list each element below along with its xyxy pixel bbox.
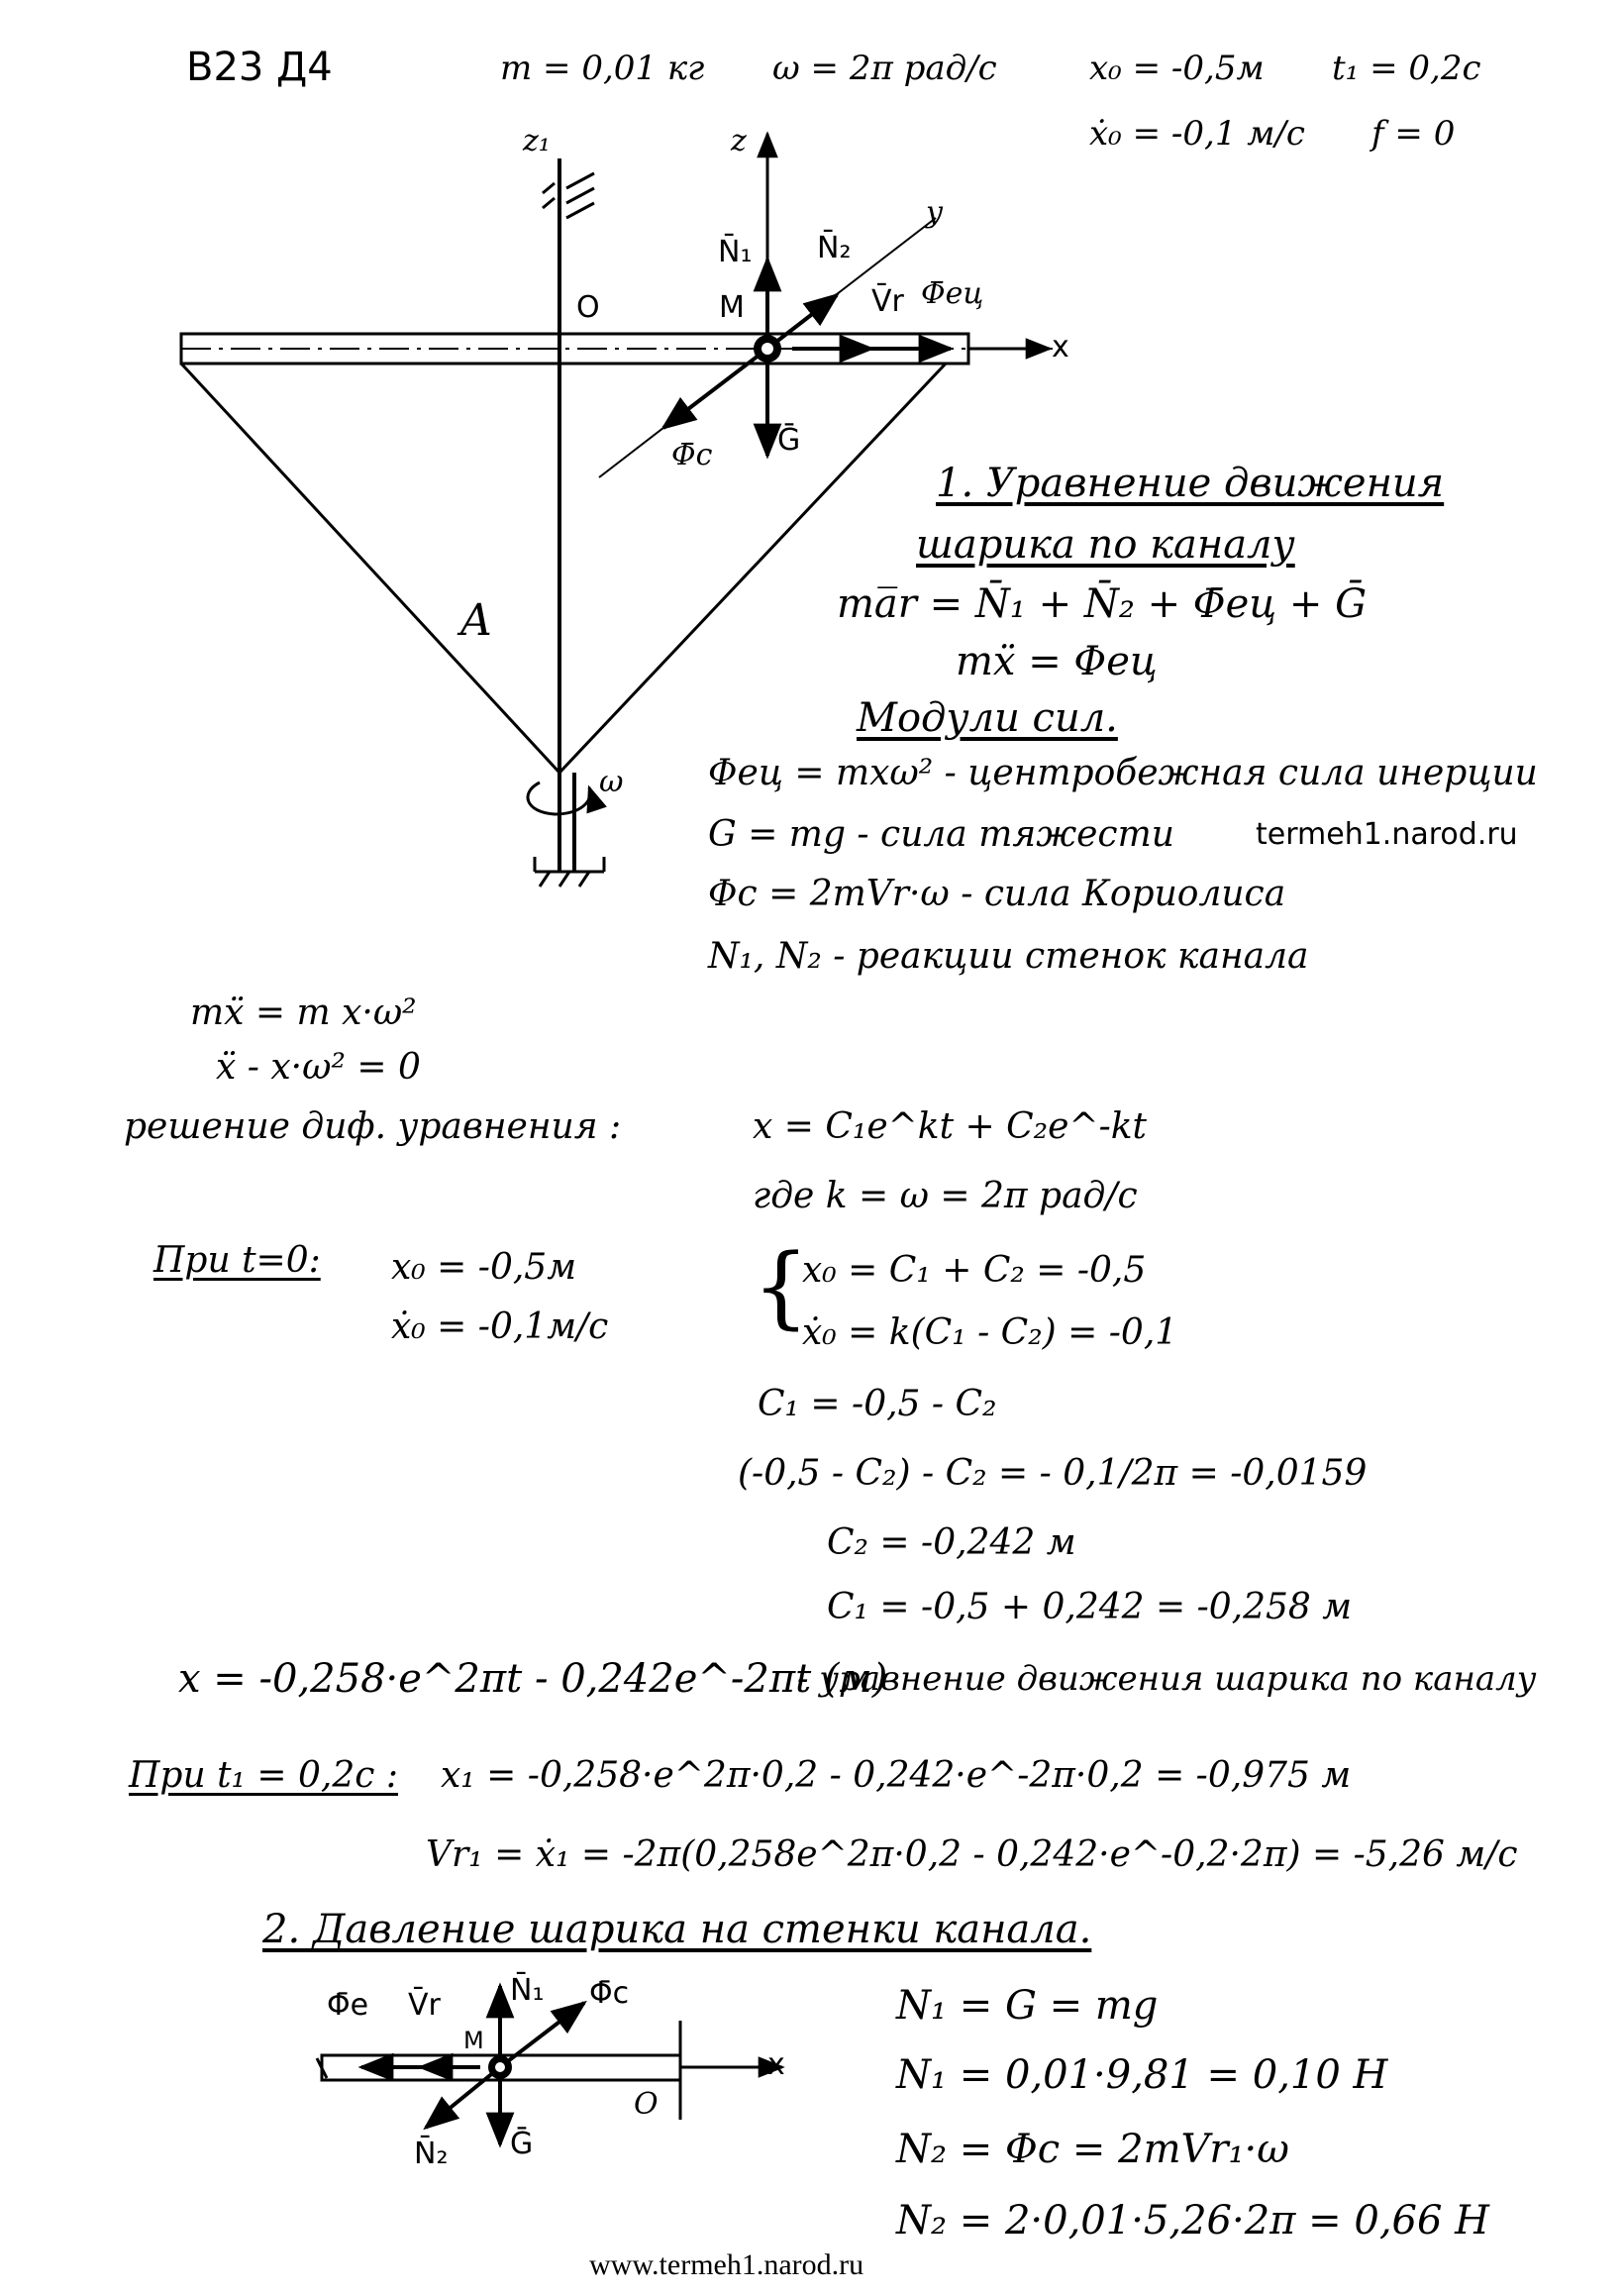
sol-line2: ẍ - x·ω² = 0 [216, 1047, 421, 1088]
n2-value: N₂ = 2·0,01·5,26·2π = 0,66 H [896, 2198, 1490, 2244]
label-z: z [731, 124, 747, 158]
label-N2: N̄₂ [817, 231, 852, 265]
t0-x0: x₀ = -0,5м [391, 1247, 577, 1288]
force-coriolis: Φc = 2mVr·ω - сила Кориолиса [708, 874, 1286, 914]
section1-title-line2: шарика по каналу [916, 522, 1295, 568]
motion-equation-desc: - уравнение движения шарика по каналу [797, 1659, 1537, 1699]
label-Phi-c: Φ̄c [671, 438, 713, 472]
force-centrifugal: Φeц = mxω² - центробежная сила инерции [708, 753, 1538, 793]
d2-label-Phi-e: Φ̄e [327, 1988, 369, 2023]
force-reactions: N₁, N₂ - реакции стенок канала [708, 936, 1309, 977]
d2-label-N2: N̄₂ [414, 2137, 449, 2171]
d2-label-G: Ḡ [510, 2127, 534, 2161]
label-O: O [576, 290, 600, 325]
c2-value: C₂ = -0,242 м [827, 1522, 1076, 1563]
n1-formula: N₁ = G = mg [896, 1983, 1159, 2029]
t1-label: При t₁ = 0,2с : [129, 1755, 399, 1796]
d2-label-Phi-c: Φ̄c [589, 1976, 630, 2011]
footer-url: www.termeh1.narod.ru [589, 2248, 864, 2281]
xdot0-value: ẋ₀ = -0,1 м/с [1089, 114, 1305, 154]
label-A: A [460, 595, 492, 646]
c2-equation: (-0,5 - C₂) - C₂ = - 0,1/2π = -0,0159 [738, 1453, 1368, 1494]
t0-label: При t=0: [153, 1240, 321, 1281]
sol-k-def: где k = ω = 2π рад/с [753, 1176, 1138, 1216]
omega-value: ω = 2π рад/с [772, 49, 997, 88]
system-brace: { [753, 1235, 810, 1339]
label-x: x [1052, 330, 1069, 365]
label-G: Ḡ [777, 423, 801, 458]
d2-label-Vr: V̄r [408, 1988, 441, 2023]
c1-expression: C₁ = -0,5 - C₂ [758, 1384, 997, 1424]
section2-title: 2. Давление шарика на стенки канала. [262, 1907, 1092, 1952]
motion-equation: x = -0,258·e^2πt - 0,242e^-2πt (м) [178, 1656, 888, 1702]
d2-label-M: M [463, 2027, 484, 2054]
sol-diff-label: решение диф. уравнения : [124, 1106, 622, 1147]
label-omega: ω [599, 765, 624, 799]
arrow-Phi-c [663, 349, 767, 428]
sol-general-solution: x = C₁e^kt + C₂e^-kt [753, 1106, 1148, 1147]
label-y: y [926, 195, 943, 230]
f-value: f = 0 [1371, 114, 1456, 154]
force-gravity: G = mg - сила тяжести [708, 814, 1174, 855]
section1-title-line1: 1. Уравнение движения [936, 461, 1445, 506]
t1-value: t₁ = 0,2с [1332, 49, 1481, 88]
label-z1: z₁ [523, 124, 551, 158]
inline-watermark: termeh1.narod.ru [1256, 817, 1518, 852]
d2-label-O: O [634, 2087, 659, 2122]
n2-formula: N₂ = Φc = 2mVr₁·ω [896, 2127, 1289, 2172]
variant-label: В23 Д4 [186, 45, 333, 90]
system-eq1: x₀ = C₁ + C₂ = -0,5 [802, 1250, 1147, 1291]
eq-vector: ma̅r = N̄₁ + N̄₂ + Φ̄eц + Ḡ [837, 581, 1368, 627]
n1-value: N₁ = 0,01·9,81 = 0,10 H [896, 2052, 1388, 2098]
eq-scalar: mẍ = Φeц [956, 639, 1158, 684]
forces-title: Модули сил. [857, 695, 1118, 741]
mass-value: m = 0,01 кг [500, 49, 705, 88]
label-N1: N̄₁ [718, 235, 753, 269]
vr1-value: Vr₁ = ẋ₁ = -2π(0,258e^2π·0,2 - 0,242·e^-0,2·2π) = -5,26 м/с [426, 1834, 1518, 1875]
sol-line1: mẍ = m x·ω² [190, 992, 417, 1033]
x1-value: x₁ = -0,258·e^2π·0,2 - 0,242·e^-2π·0,2 = -0,975 м [441, 1755, 1352, 1796]
d2-label-N1: N̄₁ [510, 1973, 545, 2008]
system-eq2: ẋ₀ = k(C₁ - C₂) = -0,1 [802, 1312, 1178, 1353]
t0-xdot0: ẋ₀ = -0,1м/с [391, 1306, 609, 1347]
x0-value: x₀ = -0,5м [1089, 49, 1265, 88]
label-Vr: V̄r [871, 284, 904, 319]
c1-value: C₁ = -0,5 + 0,242 = -0,258 м [827, 1587, 1353, 1627]
label-M: M [719, 290, 745, 325]
label-Phi-e: Φ̄eц [921, 276, 984, 311]
triangle-plate [181, 364, 946, 773]
d2-label-x: x [767, 2047, 785, 2082]
